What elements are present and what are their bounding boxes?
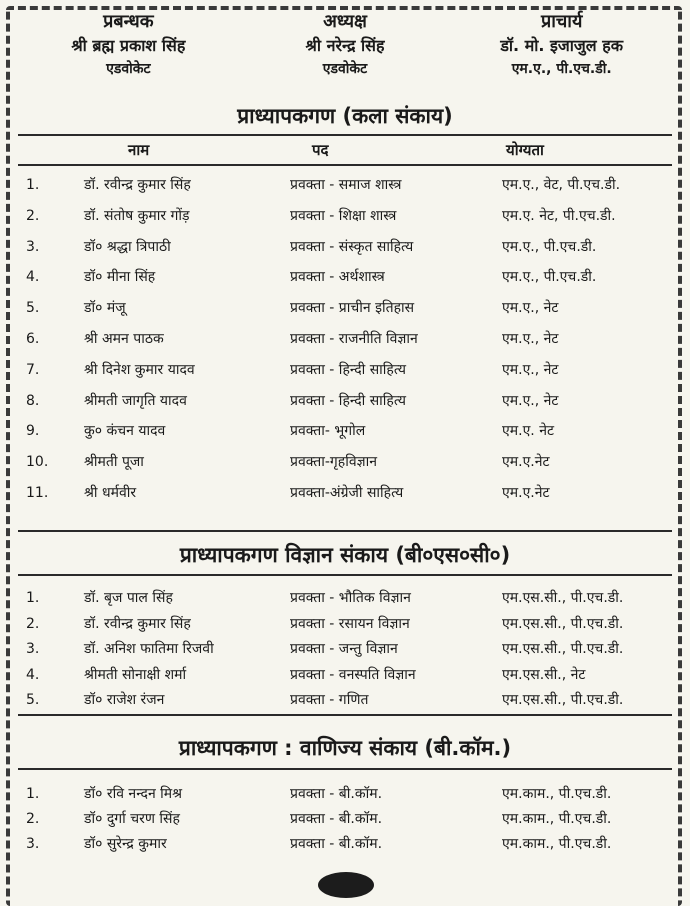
divider xyxy=(18,530,672,532)
row-number: 10. xyxy=(26,454,49,471)
faculty-post: प्रवक्ता-अंग्रेजी साहित्य xyxy=(290,485,404,501)
faculty-qualification: एम.ए., नेट xyxy=(502,392,559,409)
science-section-title: प्राध्यापकगण विज्ञान संकाय (बी०एस०सी०) xyxy=(179,543,511,567)
faculty-qualification: एम.काम., पी.एच.डी. xyxy=(502,811,612,827)
faculty-name: डॉ० सुरेन्द्र कुमार xyxy=(84,836,167,852)
column-headers xyxy=(20,137,670,163)
official-role: प्रबन्धक xyxy=(103,11,154,32)
faculty-qualification: एम.ए.नेट xyxy=(502,485,550,501)
faculty-qualification: एम.एस.सी., पी.एच.डी. xyxy=(502,615,624,632)
faculty-row xyxy=(0,661,690,689)
faculty-post: प्रवक्ता- भूगोल xyxy=(290,423,366,440)
faculty-name: डॉ० मंजू xyxy=(84,300,126,317)
faculty-qualification: एम.ए. नेट xyxy=(502,423,555,440)
faculty-row xyxy=(0,448,690,476)
faculty-name: श्री धर्मवीर xyxy=(84,485,137,501)
official-role: अध्यक्ष xyxy=(323,11,367,32)
divider xyxy=(18,714,672,716)
header-post: पद xyxy=(312,141,329,159)
official-name: श्री ब्रह्म प्रकाश सिंह xyxy=(71,36,186,55)
faculty-qualification: एम.ए., नेट xyxy=(502,331,559,347)
faculty-name: श्रीमती जागृति यादव xyxy=(84,392,187,409)
faculty-row xyxy=(0,294,690,322)
faculty-qualification: एम.ए.नेट xyxy=(502,454,550,471)
faculty-qualification: एम.एस.सी., नेट xyxy=(502,666,586,683)
divider xyxy=(18,164,672,166)
faculty-row xyxy=(0,202,690,230)
faculty-row xyxy=(0,387,690,415)
faculty-post: प्रवक्ता - राजनीति विज्ञान xyxy=(290,331,418,347)
row-number: 3. xyxy=(26,641,40,657)
faculty-name: डॉ० रवि नन्दन मिश्र xyxy=(84,786,183,802)
faculty-qualification: एम.काम., पी.एच.डी. xyxy=(502,836,612,852)
official-qualification: एडवोकेट xyxy=(106,61,151,77)
faculty-qualification: एम.ए., नेट xyxy=(502,361,559,378)
official-role: प्राचार्य xyxy=(540,11,583,32)
faculty-row xyxy=(0,263,690,291)
faculty-row xyxy=(0,805,690,833)
faculty-name: डॉ. संतोष कुमार गोंड़ xyxy=(84,207,190,224)
faculty-row xyxy=(0,584,690,612)
faculty-name: डॉ० राजेश रंजन xyxy=(84,692,165,708)
faculty-qualification: एम.ए., नेट xyxy=(502,300,559,317)
arts-section-title: प्राध्यापकगण (कला संकाय) xyxy=(237,104,453,128)
row-number: 6. xyxy=(26,331,40,347)
faculty-post: प्रवक्ता - बी.कॉम. xyxy=(290,811,383,827)
faculty-row xyxy=(0,780,690,808)
row-number: 2. xyxy=(26,811,40,827)
divider xyxy=(18,134,672,136)
faculty-qualification: एम.ए. नेट, पी.एच.डी. xyxy=(502,207,616,224)
faculty-name: श्रीमती सोनाक्षी शर्मा xyxy=(84,666,187,683)
header-name: नाम xyxy=(128,141,150,159)
divider xyxy=(18,574,672,576)
faculty-name: डॉ. अनिश फातिमा रिजवी xyxy=(84,641,214,657)
faculty-name: डॉ० श्रद्धा त्रिपाठी xyxy=(84,238,171,255)
official-qualification: एडवोकेट xyxy=(322,61,368,77)
row-number: 7. xyxy=(26,361,40,378)
row-number: 5. xyxy=(26,300,40,317)
row-number: 1. xyxy=(26,786,40,802)
faculty-post: प्रवक्ता - गणित xyxy=(290,692,369,708)
faculty-post: प्रवक्ता - बी.कॉम. xyxy=(290,786,383,802)
faculty-row xyxy=(0,635,690,663)
faculty-row xyxy=(0,325,690,353)
row-number: 8. xyxy=(26,392,40,409)
faculty-name: श्री दिनेश कुमार यादव xyxy=(84,361,195,378)
faculty-qualification: एम.ए., पी.एच.डी. xyxy=(502,269,597,286)
faculty-post: प्रवक्ता - वनस्पति विज्ञान xyxy=(290,666,416,683)
faculty-row xyxy=(0,233,690,261)
faculty-qualification: एम.ए., वेट, पी.एच.डी. xyxy=(502,177,621,193)
row-number: 1. xyxy=(26,590,40,606)
official-name: श्री नरेन्द्र सिंह xyxy=(305,36,385,55)
faculty-post: प्रवक्ता - अर्थशास्त्र xyxy=(290,269,385,286)
header-qualification: योग्यता xyxy=(506,141,544,159)
faculty-row xyxy=(0,610,690,638)
faculty-post: प्रवक्ता - शिक्षा शास्त्र xyxy=(290,207,397,224)
row-number: 3. xyxy=(26,238,40,255)
faculty-row xyxy=(0,417,690,445)
faculty-post: प्रवक्ता-गृहविज्ञान xyxy=(290,454,378,471)
faculty-name: कु० कंचन यादव xyxy=(84,423,166,440)
faculty-name: श्री अमन पाठक xyxy=(84,331,164,347)
official-qualification: एम.ए., पी.एच.डी. xyxy=(511,61,612,77)
faculty-post: प्रवक्ता - प्राचीन इतिहास xyxy=(290,300,415,317)
row-number: 11. xyxy=(26,485,49,501)
row-number: 1. xyxy=(26,177,40,193)
faculty-post: प्रवक्ता - संस्कृत साहित्य xyxy=(290,238,414,255)
row-number: 9. xyxy=(26,423,40,440)
official-manager xyxy=(20,10,237,90)
faculty-row xyxy=(0,830,690,858)
faculty-name: डॉ. रवीन्द्र कुमार सिंह xyxy=(84,177,191,193)
faculty-post: प्रवक्ता - बी.कॉम. xyxy=(290,836,383,852)
faculty-qualification: एम.ए., पी.एच.डी. xyxy=(502,238,597,255)
faculty-qualification: एम.एस.सी., पी.एच.डी. xyxy=(502,590,624,606)
faculty-name: डॉ. बृज पाल सिंह xyxy=(84,590,173,606)
official-name: डॉ. मो. इजाजुल हक xyxy=(500,36,624,55)
faculty-post: प्रवक्ता - रसायन विज्ञान xyxy=(290,615,410,632)
faculty-qualification: एम.एस.सी., पी.एच.डी. xyxy=(502,641,624,657)
faculty-qualification: एम.एस.सी., पी.एच.डी. xyxy=(502,692,624,708)
faculty-qualification: एम.काम., पी.एच.डी. xyxy=(502,786,612,802)
commerce-section-title: प्राध्यापकगण : वाणिज्य संकाय (बी.कॉम.) xyxy=(178,736,512,760)
faculty-row xyxy=(0,171,690,199)
row-number: 5. xyxy=(26,692,40,708)
faculty-row xyxy=(0,479,690,507)
faculty-name: डॉ. रवीन्द्र कुमार सिंह xyxy=(84,615,191,632)
official-principal xyxy=(453,10,670,90)
faculty-row xyxy=(0,356,690,384)
row-number: 4. xyxy=(26,666,40,683)
divider xyxy=(18,768,672,770)
row-number: 3. xyxy=(26,836,40,852)
row-number: 2. xyxy=(26,207,40,224)
faculty-name: श्रीमती पूजा xyxy=(84,454,144,471)
faculty-name: डॉ० मीना सिंह xyxy=(84,269,156,286)
official-president xyxy=(237,10,454,90)
officials-header xyxy=(20,10,670,90)
row-number: 2. xyxy=(26,615,40,632)
faculty-post: प्रवक्ता - हिन्दी साहित्य xyxy=(290,392,407,409)
faculty-post: प्रवक्ता - हिन्दी साहित्य xyxy=(290,361,407,378)
row-number: 4. xyxy=(26,269,40,286)
faculty-post: प्रवक्ता - समाज शास्त्र xyxy=(290,177,402,193)
faculty-post: प्रवक्ता - जन्तु विज्ञान xyxy=(290,641,398,657)
page-number-mark xyxy=(318,872,374,898)
faculty-name: डॉ० दुर्गा चरण सिंह xyxy=(84,811,180,827)
faculty-row xyxy=(0,686,690,714)
faculty-post: प्रवक्ता - भौतिक विज्ञान xyxy=(290,590,411,606)
